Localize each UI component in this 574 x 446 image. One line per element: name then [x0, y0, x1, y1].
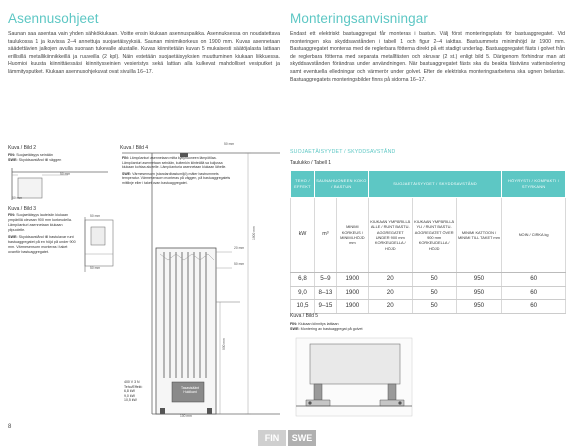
fig4-dim-height: 1900 mm [252, 226, 256, 240]
fig3-caption: Kuva / Bild 3 [8, 206, 37, 212]
sub-min-height: MINIMI KORKEUS / MINIMI-HÖJD mm [336, 198, 368, 273]
fig5-caption: Kuva / Bild 5 [290, 313, 319, 319]
clearance-table [290, 170, 566, 314]
col-group-room: SAUNAHUONEEN KOKO / BASTUN [314, 171, 368, 198]
fig5-diagram [292, 336, 416, 420]
fig2-dim-a: 50 mm [60, 172, 71, 176]
fig4-dim-top: 50 mm [224, 142, 235, 146]
swe-body: Endast ett elektriskt bastuaggregat får monteras i bastun. Välj först monteringsplats för bastuaggregatet. Vid monteringen ska skyddsavstånden i tabell 1 och figur 2–4 iakttas. Bastuummets minimihöjd är 1900 mm. Bastuaggregatet monteras med de reglerbara fötterna direkt på ett stadigt underlag. Bastuaggregatet fästs i golvet från de reglerbara fötterna med separata metallfästen och skruvar (2 st.) enligt bild 5. Därigenom förhindrar man att skyddsavstånden förändras under användningen. När bastuaggregatet fästs ska du beakta fästväns vattenisolering samt eventuella elledningar och värmerör under golvet. Efter de elektriska monteringsarbetena ska ugnen belastas. Bastuaggregatets monteringsbilder finns på sidorna 16–17. [290, 31, 565, 83]
fig3-swe-text: Skyddsavstånd till bastulavar runt bastuaggregatet på en höjd på under 900 mm. Värmesensorn monteras i taket ovanför bastuaggregatet. [8, 235, 76, 254]
sub-weight: NOIN / CIRKA kg [502, 198, 566, 273]
fig2-fin-text: Suojaetäisyys seinään [16, 153, 53, 157]
col-group-weight: HÖYRYSTI / KOMPAKTI / STYRKANN [502, 171, 566, 198]
sub-kw: kW [291, 198, 315, 273]
fig5-fin-text: Kiukaan kiinnitys lattiaan [298, 322, 339, 326]
table-row: 10,5 9–15 1900 20 50 950 60 [291, 300, 566, 314]
fig4-sensor-label: Tasasisäänt Huldkant [181, 386, 199, 395]
fig4-dim-side-a: 20 mm [234, 246, 245, 250]
fig5-notes: FIN: Kiukaan kiinnitys lattiaan SWE: Montering av bastuaggregat på golvet [290, 322, 363, 331]
fig4-spec: 400 V 3 N Teho/Effekt: 6,8 kW 9,0 kW 10,5 kW [124, 380, 143, 403]
fig3-fin-text: Suojaetäisyys lauteisiin kiukaan ympärillä olevaan 900 mm korkeudella. Lämpöanturi asennetaan kiukaan ylipuolelle. [8, 213, 72, 232]
fig4-dim-side-b: 50 mm [234, 262, 245, 266]
fig4-fin-text: Lämpöanturi asennetaan mitta kyltyhuoneen lämpötilaa. Lämpöanturi asennetaan seinään, kuitenkin kiinteällä sa kuljussa kiukaan kohtaa alueelle. Lämpöanturia asennetaan kiukaan lähelle. [122, 156, 227, 170]
fig3-notes: FIN: Suojaetäisyys lauteisiin kiukaan ympärillä olevaan 900 mm korkeudella. Lämpöanturi asennetaan kiukaan ylipuolelle. SWE: Skyddsavstånd till bastulavar runt bastuaggregatet på en höjd på under 900 mm. Värmesensorn monteras i taket ovanför bastuaggregatet. [8, 213, 76, 254]
fig4-dim-bottom: 100 mm [180, 414, 192, 418]
sub-under-900: KIUKAAN YMPÄRILLÄ ALLE / RUNT BASTU-AGGREGATET UNDER 900 mm KORKEUDELLA / HÖJD [368, 198, 412, 273]
table-heading: SUOJAETÄISYYDET / SKYDDSAVSTÅND [290, 149, 396, 155]
fig2-notes: FIN: Suojaetäisyys seinään SWE: Skyddsavstånd till väggen [8, 153, 62, 162]
sub-ceiling: MINIMI KATTOON / MINIMI TILL TAKET mm [456, 198, 502, 273]
sub-m3: m³ [314, 198, 336, 273]
fig4-caption: Kuva / Bild 4 [120, 145, 149, 151]
fig3-dim-b: 50 mm [90, 266, 101, 270]
fig2-swe-text: Skyddsavstånd till väggen [18, 158, 62, 162]
swe-title: Monteringsanvisningar [290, 11, 428, 26]
fin-title: Asennusohjeet [8, 11, 99, 26]
fig3-diagram [82, 214, 118, 274]
lang-tab-fin[interactable]: FIN [258, 430, 286, 446]
fig2-dim-b: 50 mm [12, 196, 23, 200]
table-row: 6,8 5–9 1900 20 50 950 60 [291, 273, 566, 287]
col-group-power: TEHO / EFFEKT [291, 171, 315, 198]
fig3-dim-a: 50 mm [90, 214, 101, 218]
page-number: 8 [8, 424, 12, 430]
sub-over-900: KIUKAAN YMPÄRILLÄ YLI / RUNT BASTU-AGGREGATET ÖVER 900 mm KORKEUDELLA / HÖJD [412, 198, 456, 273]
fig4-notes: FIN: Lämpöanturi asennetaan mitta kyltyhuoneen lämpötilaa. Lämpöanturi asennetaan seinään, kuitenkin kiinteällä sa kuljussa kiukaan kohtaa alueelle. Lämpöanturia asennetaan kiukaan lähelle. SWE: Värmesensorn (standardbastumiljö) mäter bastrummets temperatur. Värmesensorn monteras på väggen, på bastuaggregatets mittlinje eller i taket ovan bastuaggregatet. [122, 156, 231, 185]
fin-body: Saunan saa asentaa vain yhden sähkökiukaan. Voitte ensin kiukaan asennuspaikka. Asennuksessa on noudatettava taulukossa 1 ja kuvissa 2–4 annettuja suojaetäisyyksiä. Saunan minimikorkeus on 1900 mm. Kuvas asennetaan säädettävien jalkojen avulla suoraan tukevalle alustalle. Kuvas kiinnitetään kuvan 5 mukaisesti säätöjalasta lattiaan erillisillä metallikiinnikkeillä ja ruuveilla (2 kpl). Näin estetään suojaetäisyyksien muuttuminen kiukaan liikkuessa. Huomioi kuusta kiinnittäessäsi kiinnitysseinien vesieristys sekä lattian alla kulkevat mahdolliset vesiputket ja lämmitysputket. Kiukaan asennusohjekuvat ovat sivuilla 16–17. [8, 31, 280, 75]
fig4-dim-low: 900 mm [222, 338, 226, 350]
table-row: 9,0 8–13 1900 20 50 950 60 [291, 286, 566, 300]
fig4-swe-text: Värmesensorn (standardbastumiljö) mäter bastrummets temperatur. Värmesensorn monteras på väggen, på bastuaggregatets mittlinje eller i taket ovan bastuaggregatet. [122, 171, 231, 185]
fig5-swe-text: Montering av bastuaggregat på golvet [300, 327, 363, 331]
col-group-clearance: SUOJAETÄISYYDET / SKYDDSAVSTÅND [368, 171, 502, 198]
lang-tab-swe[interactable]: SWE [288, 430, 316, 446]
fig2-caption: Kuva / Bild 2 [8, 145, 37, 151]
table-caption: Taulukko / Tabell 1 [290, 160, 332, 166]
